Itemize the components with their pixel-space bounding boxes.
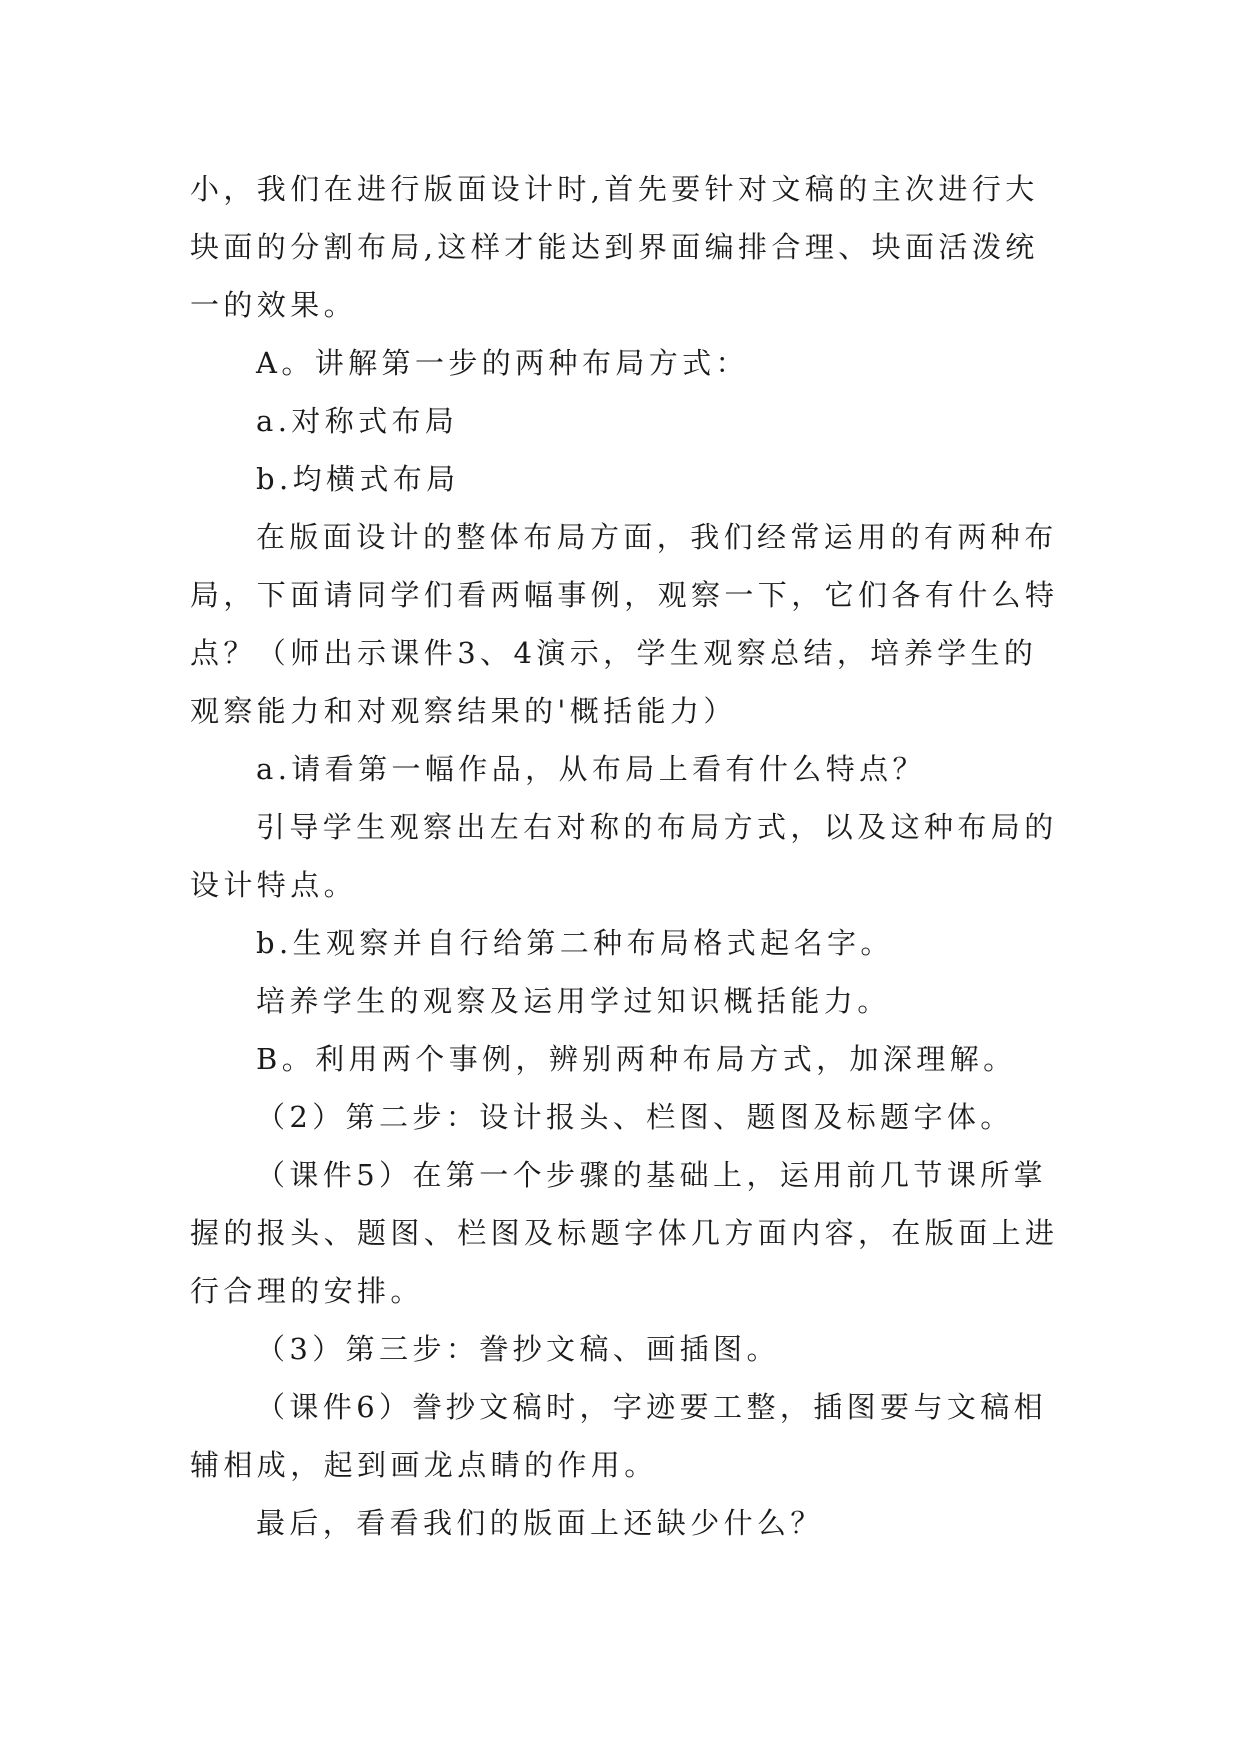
paragraph: 最后，看看我们的版面上还缺少什么？ (256, 1506, 824, 1540)
paragraph: 培养学生的观察及运用学过知识概括能力。 (256, 984, 891, 1018)
paragraph: B。利用两个事例，辨别两种布局方式，加深理解。 (256, 1042, 1017, 1076)
paragraph: b.生观察并自行给第二种布局格式起名字。 (256, 926, 894, 960)
paragraph: 小，我们在进行版面设计时,首先要针对文稿的主次进行大块面的分割布局,这样才能达到界面编排合理、块面活泼统一的效果。 (190, 172, 1039, 322)
paragraph: 引导学生观察出左右对称的布局方式，以及这种布局的设计特点。 (190, 810, 1058, 902)
paragraph: b.均横式布局 (256, 462, 460, 496)
paragraph: （课件5）在第一个步骤的基础上，运用前几节课所掌握的报头、题图、栏图及标题字体几方面内容，在版面上进行合理的安排。 (190, 1158, 1059, 1308)
paragraph: 在版面设计的整体布局方面，我们经常运用的有两种布局，下面请同学们看两幅事例，观察一下，它们各有什么特点？（师出示课件3、4演示，学生观察总结，培养学生的观察能力和对观察结果的'概括能力） (190, 520, 1059, 728)
paragraph: a.请看第一幅作品，从布局上看有什么特点？ (256, 752, 926, 786)
paragraph: A。讲解第一步的两种布局方式： (256, 346, 749, 380)
paragraph: （2）第二步：设计报头、栏图、题图及标题字体。 (256, 1100, 1014, 1134)
paragraph: （3）第三步：誊抄文稿、画插图。 (256, 1332, 780, 1366)
paragraph: （课件6）誊抄文稿时，字迹要工整，插图要与文稿相辅相成，起到画龙点睛的作用。 (190, 1390, 1048, 1482)
paragraph: a.对称式布局 (256, 404, 459, 438)
body-text (190, 160, 1060, 1552)
